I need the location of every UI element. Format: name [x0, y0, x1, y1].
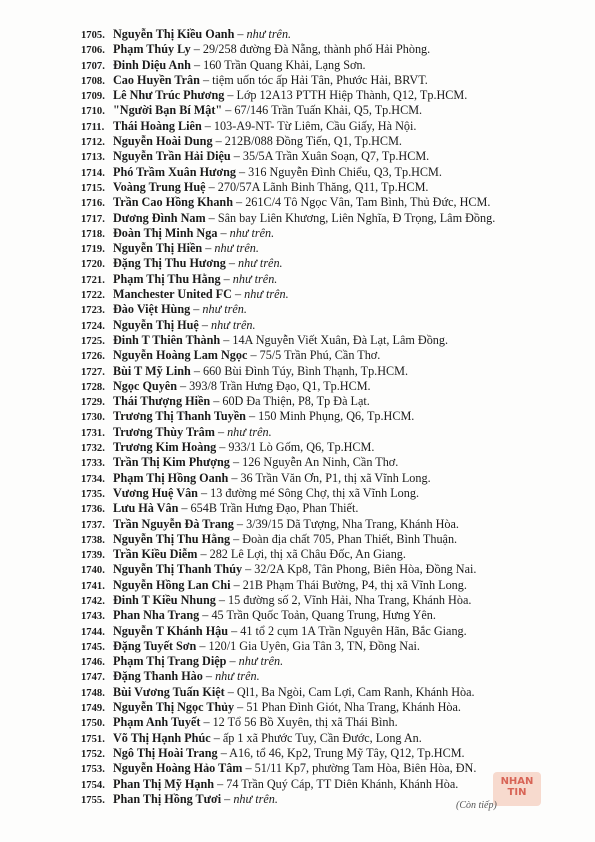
entry-separator: – — [202, 241, 215, 256]
entry-number: 1719. — [81, 244, 105, 256]
entry-number: 1720. — [81, 259, 105, 271]
entry-number: 1716. — [81, 198, 105, 210]
entry-address: 120/1 Gia Uyên, Gia Tân 3, TN, Đồng Nai. — [208, 638, 420, 653]
entry-separator: – — [229, 455, 243, 470]
entry-separator: – — [176, 378, 190, 393]
entry-number: 1728. — [81, 381, 105, 393]
entry-address: Ql1, Ba Ngòi, Cam Lợi, Cam Ranh, Khánh Hòa. — [236, 684, 475, 699]
entry-name: Nguyễn Thị Thanh Thúy — [113, 562, 243, 577]
entry-name: Phạm Thị Trang Diệp — [113, 654, 227, 669]
entry-address: 393/8 Trần Hưng Đạo, Q1, Tp.HCM. — [189, 378, 371, 393]
entry-separator: – — [190, 42, 203, 57]
entry-separator: – — [220, 332, 233, 347]
entry-address: như trên. — [227, 424, 272, 439]
list-item — [81, 562, 581, 577]
entry-address: Đoàn địa chất 705, Phan Thiết, Bình Thuận. — [242, 531, 458, 546]
list-item — [81, 517, 581, 532]
entry-number: 1707. — [81, 60, 105, 72]
entry-name: Manchester United FC — [113, 287, 232, 302]
entry-address: 12 Tổ 56 Bồ Xuyên, thị xã Thái Bình. — [212, 715, 398, 730]
entry-address: 41 tổ 2 cụm 1A Trần Nguyên Hãn, Bắc Giang. — [240, 623, 467, 638]
entry-number: 1748. — [81, 687, 105, 699]
entry-separator: – — [242, 562, 255, 577]
entry-separator: – — [234, 27, 247, 41]
entry-address: 261C/4 Tô Ngọc Vân, Tam Bình, Thủ Đức, HCM. — [245, 195, 491, 210]
entry-name: Thái Thượng Hiền — [113, 394, 211, 409]
entry-separator: – — [226, 654, 239, 669]
entry-number: 1751. — [81, 733, 105, 745]
list-item — [81, 287, 581, 302]
entry-name: Nguyễn Thị Kiều Oanh — [113, 27, 235, 41]
entry-address: 160 Trần Quang Khải, Lạng Sơn. — [203, 57, 366, 72]
entry-separator: – — [217, 225, 230, 240]
list-item — [81, 318, 581, 333]
entry-name: Lưu Hà Vân — [113, 501, 179, 516]
entry-address: 45 Trần Quốc Toản, Quang Trung, Hưng Yên. — [211, 608, 436, 623]
list-item — [81, 149, 581, 164]
list-item — [81, 27, 581, 42]
list-item — [81, 241, 581, 256]
list-item — [81, 180, 581, 195]
entry-separator: – — [205, 210, 218, 225]
entry-number: 1727. — [81, 366, 105, 378]
entry-number: 1711. — [81, 121, 105, 133]
entry-name: Đinh T Kiều Nhung — [113, 592, 216, 607]
entry-number: 1725. — [81, 335, 105, 347]
entry-number: 1712. — [81, 137, 105, 149]
entry-separator: – — [221, 791, 234, 806]
entry-number: 1732. — [81, 443, 105, 455]
list-item — [81, 593, 581, 608]
list-item — [81, 348, 581, 363]
entry-number: 1736. — [81, 504, 105, 516]
list-item — [81, 302, 581, 317]
entry-number: 1710. — [81, 106, 105, 118]
entry-number: 1738. — [81, 534, 105, 546]
entry-separator: – — [233, 516, 247, 531]
entry-name: Cao Huyền Trân — [113, 72, 200, 87]
entry-number: 1714. — [81, 167, 105, 179]
entry-number: 1713. — [81, 152, 105, 164]
entry-address: 29/258 đường Đà Nẵng, thành phố Hải Phòng. — [202, 42, 431, 57]
entry-name: Nguyễn Thị Huệ — [113, 317, 199, 332]
entry-address: 212B/088 Đồng Tiến, Q1, Tp.HCM. — [224, 134, 402, 149]
entry-name: Phó Trầm Xuân Hương — [113, 164, 236, 179]
entry-address: như trên. — [233, 791, 278, 806]
entry-address: như trên. — [210, 317, 256, 332]
entry-number: 1717. — [81, 213, 105, 225]
entry-number: 1735. — [81, 488, 105, 500]
entry-address: 316 Nguyễn Đình Chiểu, Q3, Tp.HCM. — [248, 164, 442, 179]
entry-address: 21B Phạm Thái Bường, P4, thị xã Vĩnh Long. — [242, 577, 467, 592]
list-item — [81, 119, 581, 134]
entry-separator: – — [247, 348, 260, 363]
entry-separator: – — [242, 761, 255, 776]
entry-number: 1730. — [81, 412, 105, 424]
entry-address: 270/57A Lãnh Binh Thăng, Q11, Tp.HCM. — [217, 179, 429, 194]
entry-address: ấp 1 xã Phước Tuy, Cần Đước, Long An. — [222, 730, 422, 745]
list-item — [81, 715, 581, 730]
entry-name: Phan Thị Hồng Tươi — [113, 791, 222, 806]
entry-number: 1706. — [81, 45, 105, 57]
entry-number: 1749. — [81, 703, 105, 715]
entry-number: 1743. — [81, 611, 105, 623]
entry-number: 1708. — [81, 75, 105, 87]
entry-address: 660 Bùi Đình Túy, Bình Thạnh, Tp.HCM. — [202, 363, 409, 378]
entry-name: Trần Kiều Diễm — [113, 547, 198, 562]
entry-separator: – — [178, 501, 191, 516]
entry-address: Lớp 12A13 PTTH Hiệp Thành, Q12, Tp.HCM. — [236, 88, 468, 103]
entry-name: Trần Thị Kim Phượng — [113, 455, 230, 470]
entry-address: 13 đường mé Sông Chợ, thị xã Vĩnh Long. — [210, 485, 419, 500]
list-item — [81, 379, 581, 394]
entry-separator: – — [220, 271, 233, 286]
entry-separator: – — [210, 730, 223, 745]
list-item — [81, 88, 581, 103]
entry-name: Nguyễn Trần Hải Diệu — [113, 149, 231, 164]
list-item — [81, 471, 581, 486]
list-item — [81, 333, 581, 348]
entry-name: Phan Thị Mỹ Hạnh — [113, 776, 215, 791]
entry-address: như trên. — [202, 302, 247, 317]
list-item — [81, 394, 581, 409]
entry-name: Đặng Thanh Hào — [113, 669, 203, 684]
list-item — [81, 624, 581, 639]
list-item — [81, 547, 581, 562]
entry-separator: – — [230, 149, 243, 164]
entry-address: 35/5A Trần Xuân Soạn, Q7, Tp.HCM. — [242, 149, 430, 164]
entry-address: 36 Trần Văn Ơn, P1, thị xã Vĩnh Long. — [240, 470, 431, 485]
list-item — [81, 455, 581, 470]
list-item — [81, 501, 581, 516]
entry-separator: – — [228, 623, 241, 638]
list-item — [81, 425, 581, 440]
entry-address: 15 đường số 2, Vĩnh Hải, Nha Trang, Khánh Hòa. — [228, 592, 472, 607]
entry-address: 74 Trần Quý Cáp, TT Diên Khánh, Khánh Hòa. — [226, 776, 459, 791]
entry-name: Nguyễn Hoài Dung — [113, 134, 213, 149]
entry-address: Sân bay Liên Khương, Liên Nghĩa, Đ Trọng, Lâm Đồng. — [217, 210, 496, 225]
entry-separator: – — [225, 256, 239, 271]
entry-separator: – — [224, 684, 237, 699]
entry-number: 1705. — [81, 30, 105, 41]
list-item — [81, 272, 581, 287]
entry-name: Phạm Thị Hồng Oanh — [113, 470, 229, 485]
entry-address: như trên. — [232, 271, 278, 286]
list-item — [81, 440, 581, 455]
entry-name: Nguyễn T Khánh Hậu — [113, 623, 229, 638]
entry-separator: – — [217, 745, 230, 760]
entry-name: Bùi T Mỹ Linh — [113, 363, 191, 378]
list-item — [81, 58, 581, 73]
entry-name: Thái Hoàng Liên — [113, 118, 202, 133]
entry-address: 75/5 Trần Phú, Cần Thơ. — [259, 348, 381, 363]
list-item — [81, 226, 581, 241]
entry-name: Vương Huệ Vân — [113, 485, 198, 500]
entry-number: 1731. — [81, 427, 105, 439]
entry-number: 1755. — [81, 794, 105, 806]
entry-number: 1715. — [81, 182, 105, 194]
entry-separator: – — [205, 179, 218, 194]
list-item — [81, 195, 581, 210]
entry-name: Đoàn Thị Minh Nga — [113, 225, 218, 240]
publisher-stamp-logo: NHAN TIN — [493, 772, 541, 806]
list-item — [81, 578, 581, 593]
entry-address: A16, tổ 46, Kp2, Trung Mỹ Tây, Q12, Tp.HCM. — [229, 745, 465, 760]
entry-address: 103-A9-NT- Từ Liêm, Cầu Giấy, Hà Nội. — [213, 118, 417, 133]
entry-name: Võ Thị Hạnh Phúc — [113, 730, 211, 745]
entry-number: 1709. — [81, 91, 105, 103]
continue-note: (Còn tiếp) — [456, 800, 497, 811]
entry-address: 51 Phan Đình Giót, Nha Trang, Khánh Hòa. — [246, 700, 461, 715]
list-item — [81, 654, 581, 669]
entry-number: 1745. — [81, 641, 105, 653]
list-item — [81, 486, 581, 501]
list-item — [81, 608, 581, 623]
entry-number: 1746. — [81, 657, 105, 669]
entry-separator: – — [210, 394, 223, 409]
entry-name: Dương Đình Nam — [113, 210, 206, 225]
list-item — [81, 731, 581, 746]
entry-number: 1742. — [81, 595, 105, 607]
entry-separator: – — [199, 72, 213, 87]
list-item — [81, 134, 581, 149]
list-item — [81, 409, 581, 424]
entry-separator: – — [212, 134, 225, 149]
entry-separator: – — [198, 317, 211, 332]
entry-address: như trên. — [238, 256, 283, 271]
entry-separator: – — [230, 577, 243, 592]
list-item — [81, 165, 581, 180]
entry-name: Đào Việt Hùng — [113, 302, 191, 317]
entry-address: 51/11 Kp7, phường Tam Hòa, Biên Hòa, ĐN. — [254, 761, 477, 776]
list-item — [81, 73, 581, 88]
entry-separator: – — [214, 776, 227, 791]
entry-address: 282 Lê Lợi, thị xã Châu Đốc, An Giang. — [209, 547, 406, 562]
entry-separator: – — [190, 57, 204, 72]
entry-number: 1740. — [81, 565, 105, 577]
entry-address: 150 Minh Phụng, Q6, Tp.HCM. — [258, 409, 415, 424]
entry-name: Đặng Thị Thu Hương — [113, 256, 226, 271]
entry-separator: – — [214, 424, 228, 439]
entry-number: 1752. — [81, 748, 105, 760]
entry-name: Bùi Vương Tuấn Kiệt — [113, 684, 225, 699]
entry-name: Trần Cao Hồng Khanh — [113, 195, 233, 210]
entry-number: 1724. — [81, 320, 105, 332]
entry-separator: – — [235, 164, 249, 179]
pen-pal-list — [81, 27, 581, 807]
entry-address: 654B Trần Hưng Đạo, Phan Thiết. — [190, 501, 359, 516]
entry-number: 1737. — [81, 519, 105, 531]
entry-separator: – — [215, 592, 229, 607]
entry-separator: – — [196, 638, 209, 653]
entry-address: như trên. — [238, 654, 284, 669]
entry-name: Ngô Thị Hoài Trang — [113, 745, 218, 760]
entry-separator: – — [190, 302, 203, 317]
entry-address: 3/39/15 Dã Tượng, Nha Trang, Khánh Hòa. — [246, 516, 459, 531]
entry-address: 126 Nguyễn An Ninh, Cần Thơ. — [242, 455, 399, 470]
list-item — [81, 364, 581, 379]
entry-number: 1744. — [81, 626, 105, 638]
entry-name: Ngọc Quyên — [113, 378, 177, 393]
entry-address: như trên. — [244, 287, 289, 302]
entry-address: như trên. — [214, 241, 259, 256]
entry-separator: – — [224, 88, 237, 103]
entry-name: Đinh T Thiên Thành — [113, 332, 221, 347]
entry-name: Phạm Anh Tuyết — [113, 715, 201, 730]
entry-address: như trên. — [229, 225, 275, 240]
entry-number: 1722. — [81, 290, 105, 302]
entry-separator: – — [216, 440, 229, 455]
entry-name: Nguyễn Hoàng Lam Ngọc — [113, 348, 248, 363]
entry-address: 60D Đa Thiện, P8, Tp Đà Lạt. — [222, 394, 370, 409]
entry-name: Trần Nguyễn Đà Trang — [113, 516, 234, 531]
entry-separator: – — [231, 287, 245, 302]
entry-separator: – — [228, 470, 241, 485]
entry-separator: – — [190, 363, 203, 378]
entry-name: Phạm Thị Thu Hằng — [113, 271, 221, 286]
entry-number: 1733. — [81, 458, 105, 470]
list-item — [81, 746, 581, 761]
entry-number: 1753. — [81, 764, 105, 776]
list-item — [81, 639, 581, 654]
entry-name: Voàng Trung Huệ — [113, 179, 206, 194]
entry-name: Đinh Diệu Anh — [113, 57, 191, 72]
entry-separator: – — [230, 531, 243, 546]
entry-number: 1747. — [81, 672, 105, 684]
entry-separator: – — [197, 485, 211, 500]
entry-name: Trương Thị Thanh Tuyền — [113, 409, 246, 424]
entry-separator: – — [233, 195, 246, 210]
entry-number: 1739. — [81, 550, 105, 562]
entry-number: 1734. — [81, 473, 105, 485]
entry-address: như trên. — [215, 669, 260, 684]
list-item — [81, 256, 581, 271]
entry-address: 67/146 Trần Tuấn Khải, Q5, Tp.HCM. — [234, 103, 423, 118]
entry-name: Nguyễn Thị Hiền — [113, 241, 203, 256]
entry-address: 14A Nguyễn Viết Xuân, Đà Lạt, Lâm Đồng. — [232, 332, 449, 347]
entry-separator: – — [200, 715, 213, 730]
entry-number: 1729. — [81, 397, 105, 409]
entry-name: Trương Thùy Trâm — [113, 424, 215, 439]
entry-name: Nguyễn Thị Ngọc Thủy — [113, 700, 235, 715]
entry-name: Phạm Thúy Ly — [113, 42, 191, 57]
list-item — [81, 700, 581, 715]
entry-name: Đặng Tuyết Sơn — [113, 638, 197, 653]
list-item — [81, 211, 581, 226]
entry-number: 1721. — [81, 274, 105, 286]
list-item — [81, 669, 581, 684]
list-item — [81, 42, 581, 57]
entry-separator: – — [201, 118, 214, 133]
list-item — [81, 685, 581, 700]
entry-separator: – — [202, 669, 216, 684]
entry-number: 1754. — [81, 779, 105, 791]
entry-separator: – — [234, 700, 247, 715]
entry-name: Nguyễn Hồng Lan Chi — [113, 577, 231, 592]
entry-number: 1723. — [81, 305, 105, 317]
entry-name: Lê Như Trúc Phương — [113, 88, 225, 103]
entry-number: 1741. — [81, 580, 105, 592]
entry-name: Nguyễn Hoàng Hảo Tâm — [113, 761, 243, 776]
entry-address: như trên. — [246, 27, 292, 41]
entry-number: 1750. — [81, 718, 105, 730]
entry-separator: – — [199, 608, 212, 623]
entry-name: "Người Bạn Bí Mật" — [113, 103, 223, 118]
entry-separator: – — [222, 103, 235, 118]
entry-number: 1718. — [81, 228, 105, 240]
entry-number: 1726. — [81, 351, 105, 363]
entry-separator: – — [245, 409, 259, 424]
entry-name: Phan Nha Trang — [113, 608, 200, 623]
entry-name: Nguyễn Thị Thu Hằng — [113, 531, 231, 546]
entry-name: Trương Kim Hoàng — [113, 440, 217, 455]
list-item — [81, 103, 581, 118]
list-item — [81, 532, 581, 547]
entry-address: 32/2A Kp8, Tân Phong, Biên Hòa, Đồng Nai. — [254, 562, 477, 577]
entry-address: 933/1 Lò Gốm, Q6, Tp.HCM. — [228, 440, 375, 455]
entry-address: tiệm uốn tóc ấp Hải Tân, Phước Hải, BRVT. — [212, 72, 428, 87]
entry-separator: – — [197, 547, 210, 562]
